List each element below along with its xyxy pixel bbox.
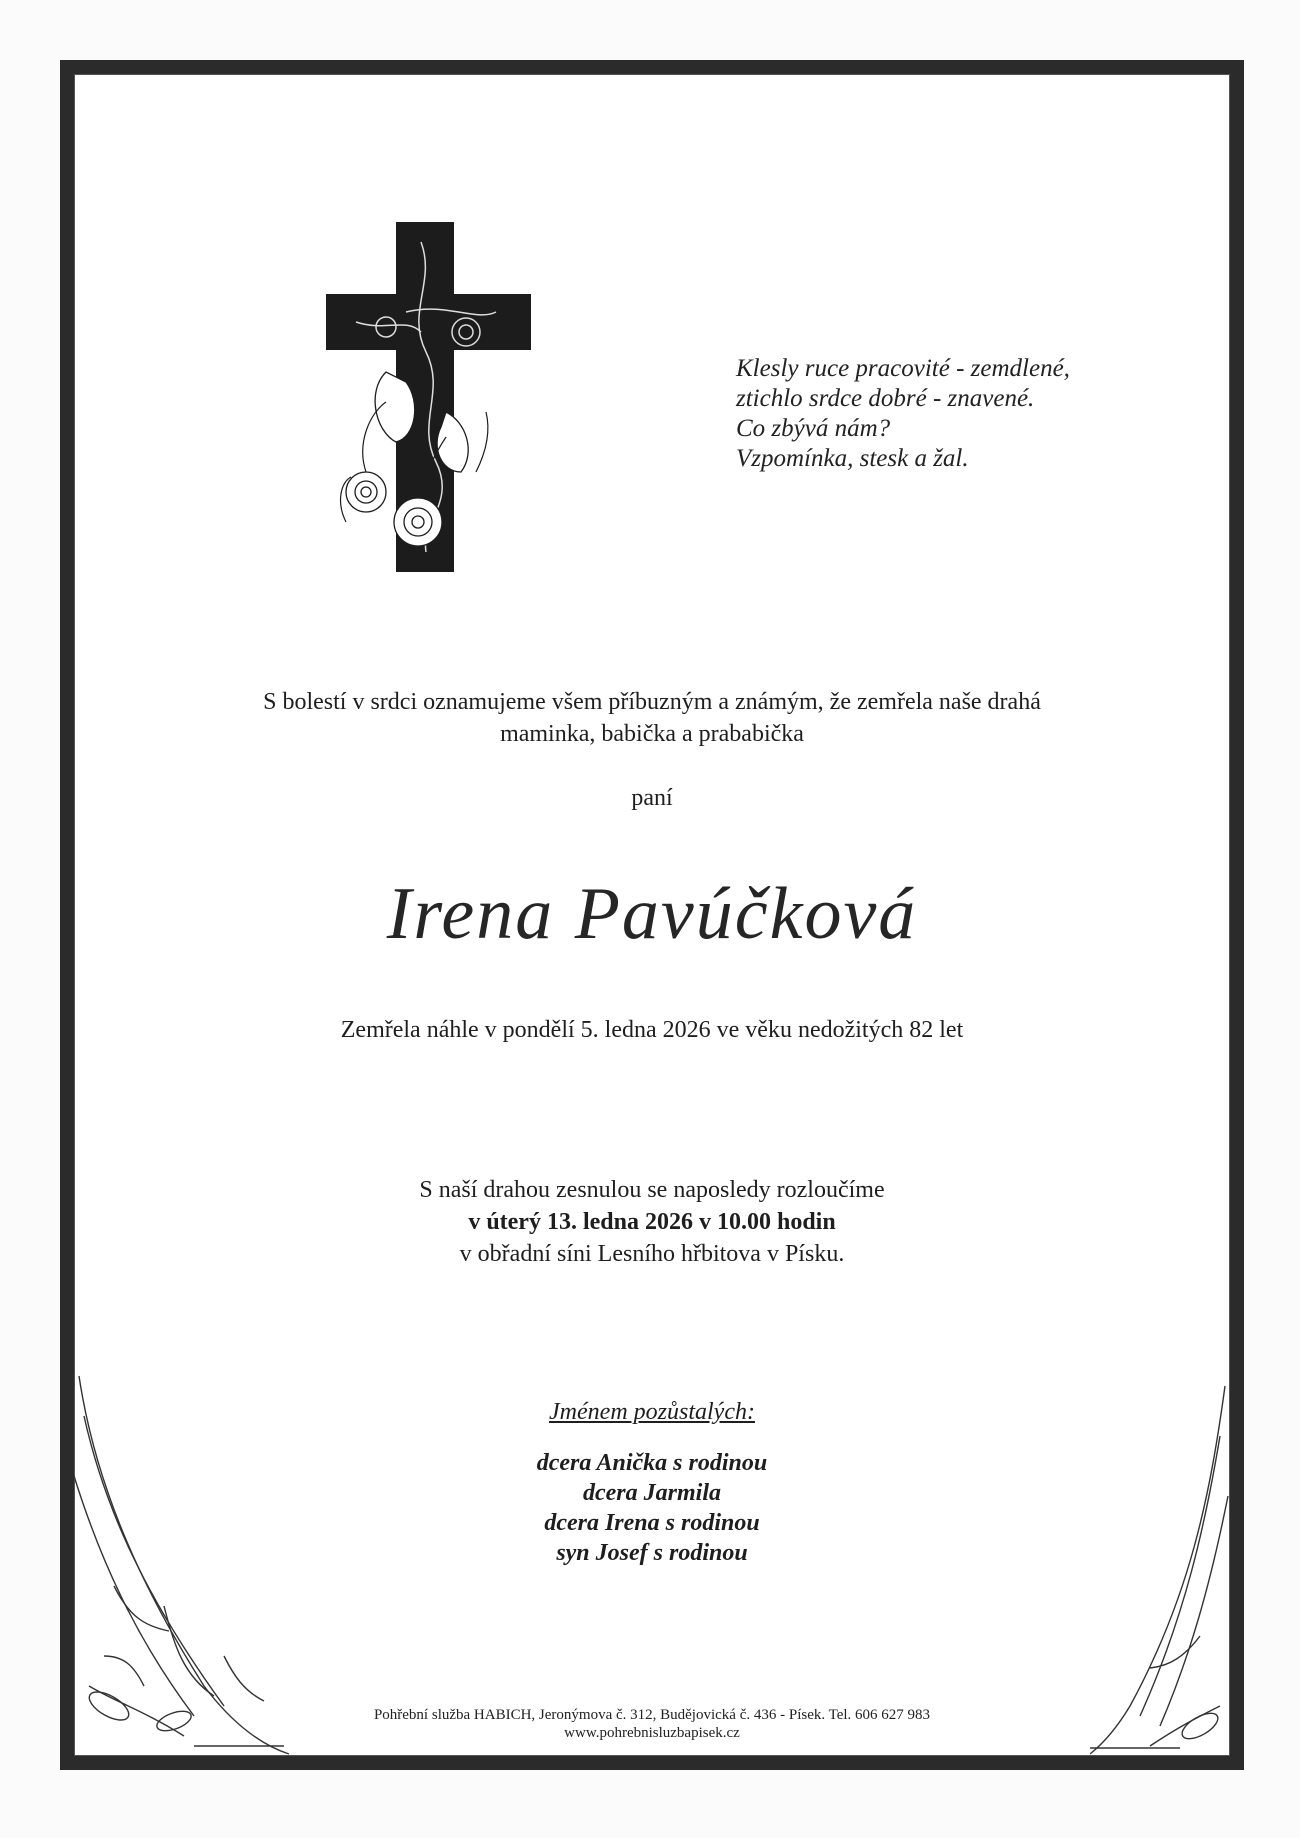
survivor-item: dcera Jarmila: [583, 1480, 721, 1506]
honorific: paní: [631, 785, 673, 811]
poem-line: Klesly ruce pracovité - zemdlené,: [736, 355, 1070, 382]
announcement-line: maminka, babička a prababička: [500, 721, 804, 747]
farewell-info: [74, 1174, 1230, 1270]
survivors-heading: Jménem pozůstalých:: [549, 1399, 755, 1425]
floral-corner-ornament-icon: [1090, 1376, 1230, 1756]
poem: [736, 354, 1070, 474]
cross-with-roses-icon: [326, 222, 536, 572]
deceased-name: Irena Pavúčková: [386, 873, 918, 955]
announcement: [74, 686, 1230, 750]
announcement-line: S bolestí v srdci oznamujeme všem příbuzným a známým, že zemřela naše drahá: [263, 689, 1041, 715]
poem-line: ztichlo srdce dobré - znavené.: [736, 385, 1035, 412]
survivor-item: dcera Anička s rodinou: [536, 1450, 768, 1476]
survivor-item: dcera Irena s rodinou: [544, 1510, 760, 1536]
poem-line: Vzpomínka, stesk a žal.: [736, 445, 969, 472]
poem-line: Co zbývá nám?: [736, 415, 891, 442]
farewell-place: v obřadní síni Lesního hřbitova v Písku.: [459, 1241, 845, 1267]
farewell-line: S naší drahou zesnulou se naposledy rozloučíme: [419, 1177, 885, 1203]
obituary-frame: [60, 60, 1244, 1770]
footer-address: Pohřební služba HABICH, Jeronýmova č. 312, Budějovická č. 436 - Písek. Tel. 606 627 983: [373, 1707, 931, 1723]
footer-website: www.pohrebnisluzbapisek.cz: [564, 1725, 740, 1741]
farewell-datetime: v úterý 13. ledna 2026 v 10.00 hodin: [468, 1209, 836, 1235]
survivor-item: syn Josef s rodinou: [556, 1540, 748, 1566]
death-info: Zemřela náhle v pondělí 5. ledna 2026 ve věku nedožitých 82 let: [340, 1017, 964, 1043]
floral-corner-ornament-icon: [74, 1356, 294, 1756]
